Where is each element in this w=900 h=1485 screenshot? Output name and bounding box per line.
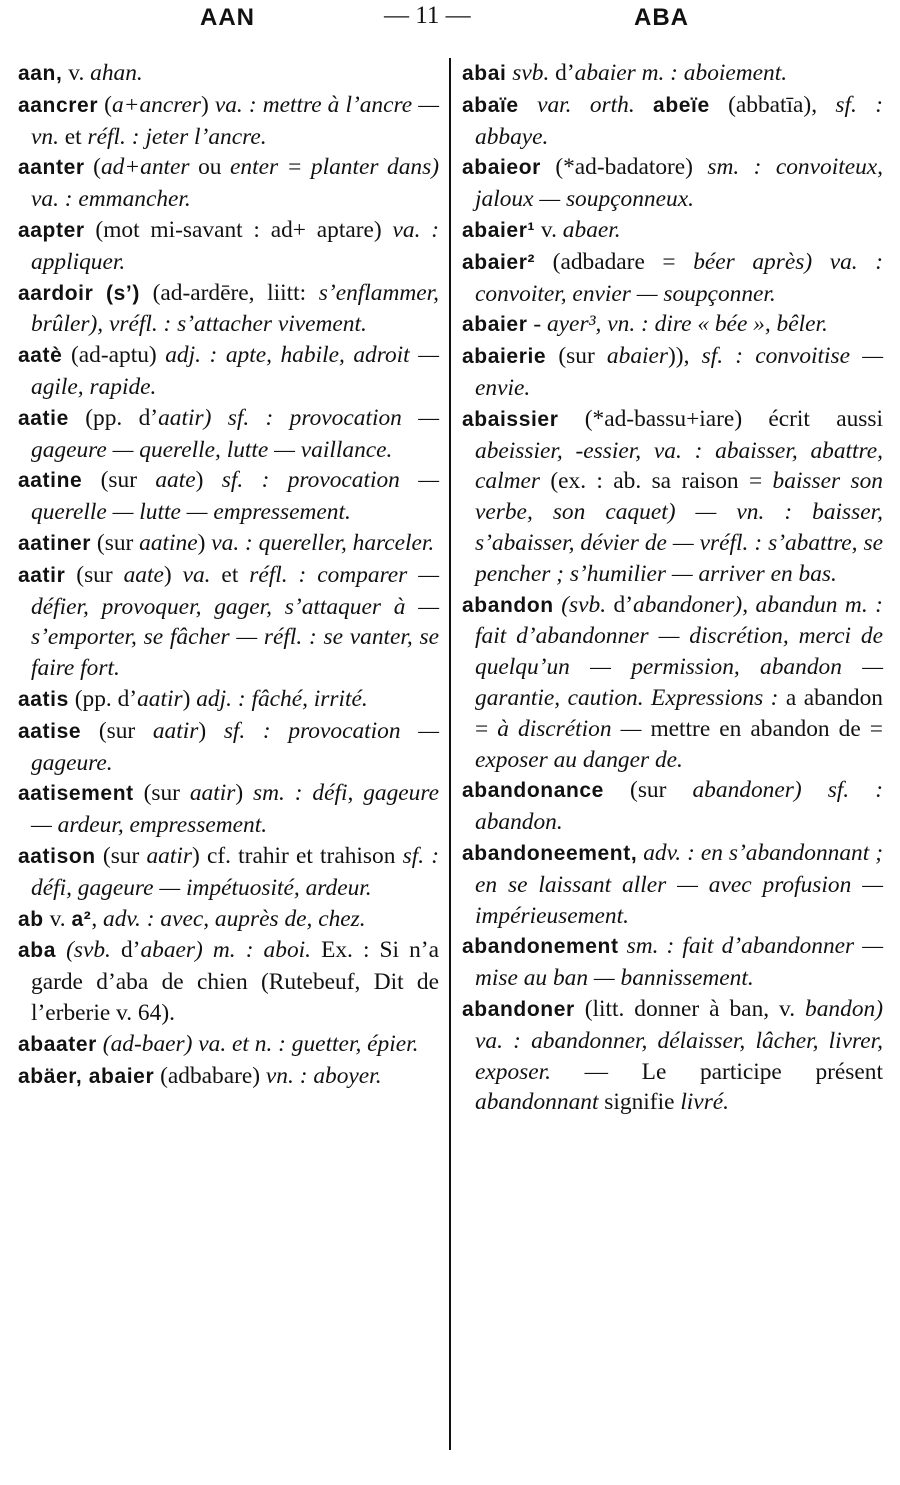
entry-text: (sur: [95, 842, 147, 869]
entry-definition-italic: enter = planter dans) va. : emmancher.: [31, 154, 439, 213]
entry-definition-italic: sf. : convoitise — envie.: [475, 343, 883, 401]
entry-headword: aatise: [18, 719, 82, 743]
dictionary-entry: [462, 341, 883, 404]
entry-headword: aatir: [18, 563, 66, 587]
left-column: [18, 58, 439, 1092]
entry-text: (*ad-badatore): [540, 154, 708, 181]
entry-definition-italic: sf. : provocation — gageure.: [31, 717, 439, 776]
entry-headword: abaater: [18, 1032, 97, 1056]
page-header: [0, 2, 900, 38]
entry-definition-italic: adj. : fâché, irrité.: [196, 685, 368, 712]
entry-headword: abaier²: [462, 250, 536, 274]
entry-text: (: [84, 154, 101, 181]
entry-text: [93, 280, 106, 306]
dictionary-entry: [18, 528, 439, 560]
entry-headword: abäer, abaier: [18, 1064, 155, 1088]
entry-definition-italic: aatir: [146, 842, 192, 869]
dictionary-entry: [18, 716, 439, 779]
entry-text: ou: [189, 154, 230, 181]
entry-definition-italic: réfl. : comparer — défier, provoquer, gager, s’attaquer à — s’emporter, se fâcher — réfl. : se vanter, se faire fort.: [31, 561, 440, 682]
entry-text: — Le participe présent: [551, 1058, 883, 1085]
entry-headword: abai: [462, 62, 507, 85]
entry-headword: aardoir: [18, 281, 94, 305]
entry-headword: abandoneement,: [462, 841, 638, 865]
entry-headword: abandonance: [462, 779, 604, 803]
dictionary-entry: [462, 994, 883, 1118]
entry-definition-italic: abaer.: [562, 216, 621, 243]
entry-text: (pp. d’: [68, 685, 138, 712]
dictionary-entry: [462, 90, 883, 153]
dictionary-entry: [18, 935, 439, 1028]
entry-definition-italic: svb.: [512, 60, 550, 86]
entry-definition-italic: baisser son verbe, son caquet) — vn. : baisser, s’abaisser, dévier de — vréfl. : s’abattre, se pencher ; s’humilier — arriver en bas.: [475, 468, 883, 587]
dictionary-entry: [18, 1061, 439, 1093]
dictionary-entry: [18, 684, 439, 716]
entry-definition-italic: abaer) m. : aboi.: [140, 937, 311, 964]
entry-text: et: [210, 561, 250, 588]
entry-definition-italic: s’enflammer, brûler), vréfl. : s’attacher vivement.: [31, 279, 439, 338]
entry-text: (ad-aptu): [62, 342, 166, 369]
entry-headword: abaieor: [462, 156, 541, 180]
entry-definition-italic: aatir: [189, 780, 236, 807]
entry-definition-italic: à discrétion —: [497, 715, 642, 742]
entry-headword: aba: [18, 939, 56, 963]
entry-text: d’: [549, 60, 575, 86]
dictionary-entry: [462, 152, 883, 215]
entry-headword: abaïe: [462, 93, 519, 117]
dictionary-entry: [18, 560, 439, 684]
entry-definition-italic: sf. : provocation — querelle — lutte — empressement.: [31, 467, 440, 526]
dictionary-entry: [18, 278, 439, 341]
entry-definition-italic: abeissier, -essier, va. : abaisser, abattre, calmer: [475, 437, 883, 495]
entry-headword: aancrer: [18, 93, 99, 117]
dictionary-entry: [18, 58, 439, 90]
dictionary-entry: [462, 58, 883, 90]
entry-headword: abandoner: [462, 997, 575, 1021]
dictionary-entry: [18, 403, 439, 466]
entry-text: (ex. : ab. sa raison =: [539, 468, 773, 495]
entry-definition-italic: abandoner) sf. : abandon.: [475, 777, 883, 836]
entry-definition-italic: abaier: [606, 343, 668, 370]
entry-headword: abaier: [462, 313, 528, 337]
entry-text: mettre en abandon de =: [641, 715, 883, 742]
entry-text: (sur: [65, 561, 124, 588]
dictionary-entry: [18, 904, 439, 936]
entry-definition-italic: va. : mettre à l’ancre — vn.: [31, 91, 439, 150]
entry-definition-italic: (ad-baer) va. et n. : guetter, épier.: [102, 1030, 419, 1057]
entry-definition-italic: bandon) va. : abandonner, délaisser, lâcher, livrer, exposer.: [475, 995, 883, 1085]
entry-headword: aatis: [18, 687, 69, 711]
entry-headword: aatè: [18, 344, 63, 368]
dictionary-entry: [462, 838, 883, 931]
entry-headword: abaissier: [462, 407, 559, 431]
dictionary-entry: [18, 841, 439, 904]
entry-definition-italic: adv. : avec, auprès de, chez.: [103, 905, 366, 932]
entry-headword: aatison: [18, 844, 96, 868]
header-page-number: — 11 —: [384, 2, 471, 29]
entry-text: [519, 92, 537, 118]
entry-definition-italic: a+ancrer: [111, 91, 201, 118]
entry-headword: aatine: [18, 469, 83, 493]
entry-headword: aanter: [18, 156, 85, 180]
dictionary-entry: [18, 465, 439, 528]
dictionary-entry: [462, 404, 883, 590]
entry-headword: aapter: [18, 218, 85, 242]
entry-text: ,: [91, 905, 104, 932]
entry-text: (sur: [82, 467, 156, 494]
entry-definition-italic: va. : quereller, harceler.: [211, 529, 435, 556]
entry-text: (sur: [133, 780, 190, 807]
entry-text: ): [182, 685, 197, 712]
dictionary-entry: [18, 340, 439, 403]
entry-text: (sur: [546, 343, 607, 370]
entry-definition-italic: (svb.: [66, 937, 111, 964]
entry-text: (adbadare =: [535, 248, 694, 275]
entry-definition-italic: livré.: [680, 1089, 730, 1116]
entry-headword: aatie: [18, 406, 69, 430]
entry-headword: abaierie: [462, 345, 547, 369]
entry-definition-italic: ad+anter: [100, 154, 190, 181]
entry-text: (abbatīa),: [709, 91, 836, 118]
entry-text: (*ad-bassu+iare) écrit aussi: [558, 405, 883, 432]
dictionary-entry: [462, 309, 883, 341]
entry-text: ): [198, 717, 224, 744]
entry-definition-italic: adv. : en s’abandonnant ; en se laissant aller — avec profusion — impérieusement.: [475, 839, 883, 929]
entry-text: a abandon =: [475, 684, 883, 742]
entry-definition-italic: aate: [155, 467, 196, 494]
entry-definition-italic: sm. : convoiteux, jaloux — soupçonneux.: [475, 154, 883, 213]
dictionary-entry: [462, 931, 883, 994]
entry-text: (sur: [81, 717, 153, 744]
dictionary-entry: [462, 215, 883, 247]
entry-definition-italic: sm. : fait d’abandonner — mise au ban — bannissement.: [475, 933, 883, 992]
entry-definition-italic: abandoner), abandun m. : fait d’abandonner — discrétion, merci de quelqu’un — permission, abandon — garantie, caution. Expressions :: [475, 591, 883, 711]
entry-definition-italic: ayer³, vn. : dire « bée », bêler.: [546, 311, 828, 338]
entry-headword: ab: [18, 907, 44, 931]
entry-text: [56, 937, 66, 963]
entry-definition-italic: va. : appliquer.: [31, 216, 440, 275]
dictionary-entry: [18, 90, 439, 153]
entry-text: v.: [43, 905, 72, 932]
entry-headword: aatisement: [18, 782, 134, 806]
entry-text: Ex. : Si n’a garde d’aba de chien (Rutebeuf, Dit de l’erberie v. 64).: [31, 937, 439, 1026]
entry-text: [619, 933, 627, 959]
dictionary-entry: [18, 152, 439, 215]
entry-definition-italic: va.: [182, 561, 211, 588]
entry-text: (sur: [91, 529, 140, 556]
entry-text: (pp. d’: [68, 404, 159, 431]
entry-definition-italic: béer après) va. : convoiter, envier — soupçonner.: [475, 248, 883, 307]
entry-definition-italic: aate: [123, 561, 164, 588]
entry-text: ): [195, 467, 222, 494]
entry-text: ): [235, 780, 254, 807]
entry-definition-italic: (svb.: [561, 591, 607, 618]
entry-text: (sur: [603, 777, 693, 804]
right-column: [462, 58, 883, 1118]
entry-bold-term: (s’): [106, 281, 140, 305]
entry-definition-italic: aatir) sf. : provocation — gageure — querelle, lutte — vaillance.: [31, 404, 439, 463]
dictionary-entry: [18, 1029, 439, 1061]
entry-definition-italic: aatine: [139, 529, 198, 556]
entry-headword: abandon: [462, 593, 554, 617]
entry-text: ) cf. trahir et trahison: [191, 842, 403, 869]
entry-definition-italic: sf. : abbaye.: [475, 91, 883, 150]
dictionary-entry: [462, 247, 883, 310]
entry-bold-term: abeïe: [653, 93, 710, 117]
entry-definition-italic: sm. : défi, gageure — ardeur, empressement.: [31, 780, 439, 839]
entry-text: (adbabare): [154, 1062, 266, 1089]
entry-definition-italic: vn. : aboyer.: [265, 1062, 382, 1089]
entry-text: (litt. donner à ban, v.: [574, 995, 806, 1022]
entry-text: [635, 92, 653, 118]
entry-headword: abaier¹: [462, 218, 536, 242]
entry-text: (mot mi-savant : ad+ aptare): [84, 216, 393, 243]
entry-text: (: [98, 91, 112, 118]
entry-text: signifie: [598, 1089, 681, 1116]
entry-text: et: [58, 123, 88, 150]
entry-text: (ad-ardēre, liitt:: [139, 279, 319, 306]
entry-definition-italic: abaier m. : aboiement.: [574, 60, 788, 86]
dictionary-entry: [18, 215, 439, 278]
entry-definition-italic: aatir: [152, 717, 199, 744]
entry-text: )),: [668, 343, 702, 370]
header-right-guide-word: ABA: [634, 4, 689, 31]
entry-definition-italic: exposer au danger de.: [475, 746, 683, 773]
entry-headword: aatiner: [18, 531, 92, 555]
entry-definition-italic: ahan.: [90, 60, 143, 86]
entry-definition-italic: adj. : apte, habile, adroit — agile, rapide.: [31, 342, 439, 400]
entry-text: d’: [110, 937, 141, 964]
dictionary-entry: [18, 778, 439, 841]
entry-text: ): [163, 561, 183, 588]
entry-definition-italic: aatir: [137, 685, 183, 712]
entry-text: v.: [62, 60, 91, 86]
entry-definition-italic: abandonnant: [475, 1089, 599, 1116]
entry-headword: aan,: [18, 62, 63, 85]
entry-definition-italic: réfl. : jeter l’ancre.: [87, 123, 267, 150]
entry-text: d’: [606, 591, 634, 618]
dictionary-entry: [462, 590, 883, 776]
entry-text: -: [527, 311, 547, 338]
entry-definition-italic: sf. : défi, gageure — impétuosité, ardeur.: [31, 842, 440, 901]
entry-text: v.: [535, 216, 563, 243]
entry-headword: abandonement: [462, 935, 619, 959]
entry-bold-term: a²: [71, 907, 92, 931]
column-divider: [449, 58, 451, 1450]
dictionary-entry: [462, 775, 883, 838]
entry-text: ): [200, 91, 215, 118]
entry-text: ): [197, 529, 212, 556]
header-left-guide-word: AAN: [200, 4, 255, 31]
entry-definition-italic: var. orth.: [537, 91, 635, 118]
